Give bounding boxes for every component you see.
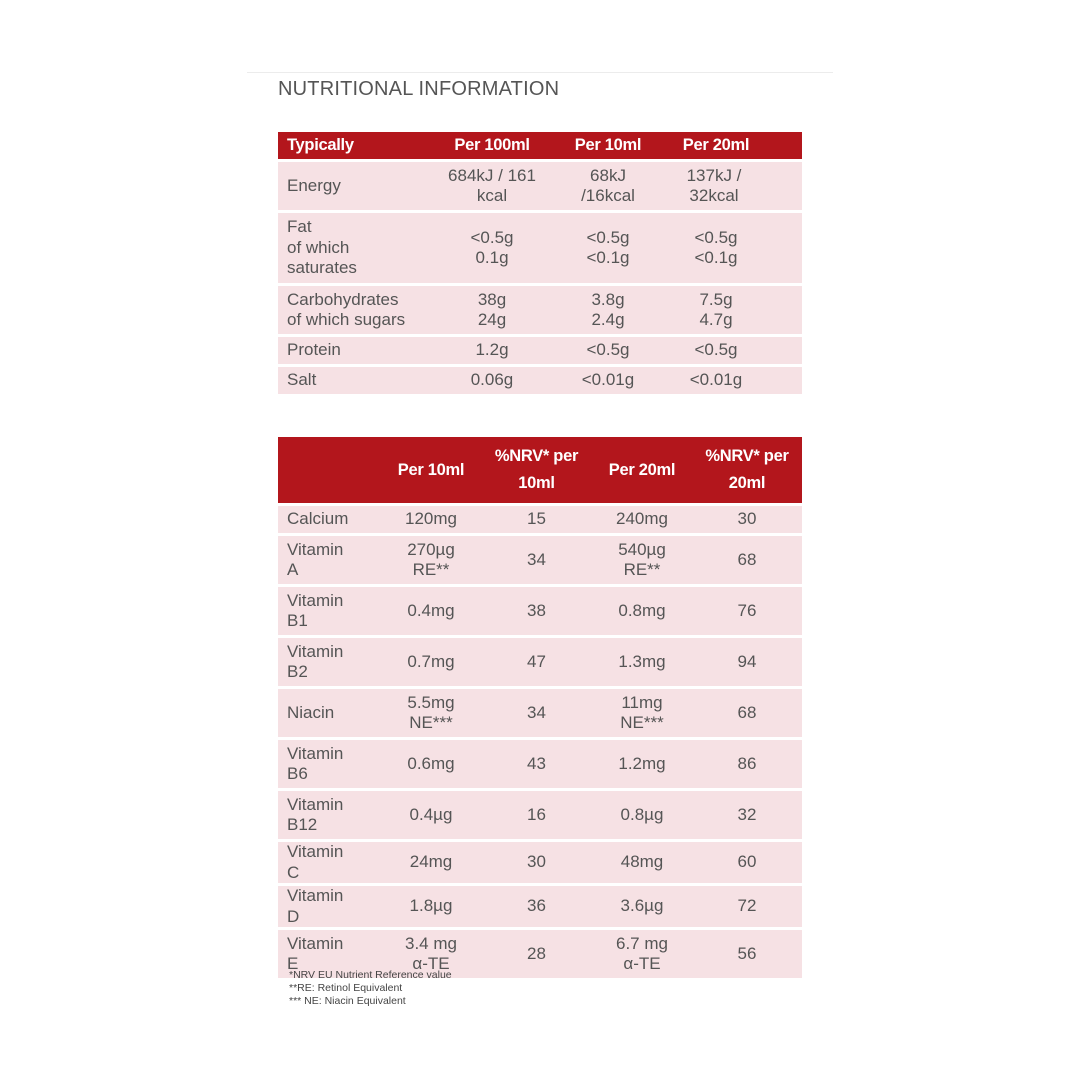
nrv-per-20ml: 68 [692, 689, 802, 737]
table-row [278, 162, 802, 210]
nutrition-table [278, 129, 802, 397]
page-title: NUTRITIONAL INFORMATION [278, 78, 560, 100]
nrv-per-20ml: 76 [692, 587, 802, 635]
table-row [278, 367, 802, 394]
nutrient-name: Protein [278, 337, 430, 364]
nrv-per-10ml: 28 [481, 930, 592, 978]
vitamin-table-header-row [278, 437, 802, 503]
value-per-10ml: 68kJ /16kcal [554, 162, 662, 210]
value-per-20ml [662, 213, 802, 283]
table-row [278, 213, 802, 283]
table-row [278, 286, 802, 334]
vitamin-mineral-table [278, 434, 802, 981]
nutrient-line: Carbohydrates [287, 289, 399, 309]
value-line: 0.1g [475, 248, 509, 267]
footnote-ne: *** NE: Niacin Equivalent [289, 995, 406, 1007]
nrv-per-20ml: 56 [692, 930, 802, 978]
nutrient-name [278, 213, 430, 283]
value-per-20ml: 540µg RE** [592, 536, 692, 584]
value-per-10ml [554, 286, 662, 334]
footnotes [289, 969, 452, 1008]
nrv-per-20ml: 60 [692, 842, 802, 883]
nutrient-line: saturates [287, 258, 357, 278]
nrv-per-20ml: 94 [692, 638, 802, 686]
nutrition-table-header-row [278, 132, 802, 159]
value-per-20ml: 240mg [592, 506, 692, 533]
col-header-nrv-10ml: %NRV* per 10ml [481, 437, 592, 503]
top-divider [247, 72, 833, 73]
value-per-20ml: 48mg [592, 842, 692, 883]
value-per-20ml: <0.5g [662, 337, 802, 364]
col-header-per-10ml: Per 10ml [554, 132, 662, 159]
col-header-per-20ml: Per 20ml [662, 132, 802, 159]
value-per-20ml: 3.6µg [592, 886, 692, 927]
nutrient-line: of which sugars [287, 310, 406, 329]
value-per-20ml [662, 286, 802, 334]
value-line: 3.8g [591, 289, 625, 309]
value-line: 2.4g [591, 310, 625, 329]
table-row [278, 638, 802, 686]
value-per-20ml: 11mg NE*** [592, 689, 692, 737]
value-line: <0.5g [470, 227, 514, 247]
table-row [278, 506, 802, 533]
value-per-20ml: <0.01g [662, 367, 802, 394]
nutrient-name: Energy [278, 162, 430, 210]
value-line: <0.5g [586, 227, 630, 247]
table-row [278, 337, 802, 364]
nutrient-name: Vitamin B6 [278, 740, 381, 788]
nutrient-name: Vitamin B2 [278, 638, 381, 686]
value-per-10ml: 0.4µg [381, 791, 481, 839]
value-per-20ml: 6.7 mg α-TE [592, 930, 692, 978]
nrv-per-10ml: 34 [481, 536, 592, 584]
value-per-10ml: 3.4 mg α-TE [381, 930, 481, 978]
value-per-20ml: 137kJ / 32kcal [662, 162, 802, 210]
nrv-per-10ml: 16 [481, 791, 592, 839]
value-per-10ml: 5.5mg NE*** [381, 689, 481, 737]
nutrient-name: Vitamin D [278, 886, 381, 927]
value-per-20ml: 1.2mg [592, 740, 692, 788]
table-row [278, 536, 802, 584]
nutrient-name: Vitamin A [278, 536, 381, 584]
value-per-10ml: 0.6mg [381, 740, 481, 788]
table-row [278, 689, 802, 737]
nrv-per-10ml: 43 [481, 740, 592, 788]
col-header-per-100ml: Per 100ml [430, 132, 554, 159]
value-per-20ml: 0.8mg [592, 587, 692, 635]
table-row [278, 842, 802, 883]
value-per-10ml: <0.5g [554, 337, 662, 364]
col-header-nrv-20ml: %NRV* per 20ml [692, 437, 802, 503]
value-per-100ml: 684kJ / 161 kcal [430, 162, 554, 210]
value-per-10ml: 270µg RE** [381, 536, 481, 584]
table-row [278, 740, 802, 788]
nrv-per-10ml: 30 [481, 842, 592, 883]
value-per-10ml: 0.4mg [381, 587, 481, 635]
nrv-per-20ml: 30 [692, 506, 802, 533]
footnote-re: **RE: Retinol Equivalent [289, 982, 403, 994]
table-row [278, 587, 802, 635]
nrv-per-20ml: 68 [692, 536, 802, 584]
footnote-nrv: *NRV EU Nutrient Reference value [289, 969, 452, 981]
value-line: 24g [477, 310, 507, 329]
value-per-10ml: <0.01g [554, 367, 662, 394]
value-per-100ml [430, 286, 554, 334]
value-per-100ml: 1.2g [430, 337, 554, 364]
nrv-per-20ml: 72 [692, 886, 802, 927]
value-line: <0.5g [694, 227, 738, 247]
value-per-10ml: 120mg [381, 506, 481, 533]
value-line: 7.5g [699, 289, 733, 309]
nrv-per-10ml: 36 [481, 886, 592, 927]
nutrient-name: Vitamin C [278, 842, 381, 883]
value-per-100ml [430, 213, 554, 283]
table-row [278, 886, 802, 927]
nutrient-name: Niacin [278, 689, 381, 737]
value-per-10ml: 1.8µg [381, 886, 481, 927]
value-per-10ml: 24mg [381, 842, 481, 883]
nrv-per-10ml: 38 [481, 587, 592, 635]
value-line: <0.1g [694, 248, 738, 267]
nutrient-line: of which [287, 237, 350, 257]
value-per-10ml: 0.7mg [381, 638, 481, 686]
nutrient-name [278, 286, 430, 334]
col-header-per-20ml: Per 20ml [592, 437, 692, 503]
nrv-per-10ml: 15 [481, 506, 592, 533]
col-header-nutrient [278, 437, 381, 503]
value-line: <0.1g [586, 248, 630, 267]
nutrient-name: Vitamin B1 [278, 587, 381, 635]
value-per-20ml: 0.8µg [592, 791, 692, 839]
nrv-per-10ml: 34 [481, 689, 592, 737]
value-per-10ml [554, 213, 662, 283]
value-per-100ml: 0.06g [430, 367, 554, 394]
nutrient-name: Calcium [278, 506, 381, 533]
value-per-20ml: 1.3mg [592, 638, 692, 686]
nrv-per-10ml: 47 [481, 638, 592, 686]
value-line: 4.7g [699, 310, 733, 329]
nrv-per-20ml: 86 [692, 740, 802, 788]
nutrient-name: Vitamin E [278, 930, 381, 978]
nutrient-name: Salt [278, 367, 430, 394]
nutrient-line: Fat [287, 217, 312, 237]
col-header-typically: Typically [278, 132, 430, 159]
nrv-per-20ml: 32 [692, 791, 802, 839]
value-line: 38g [477, 289, 507, 309]
col-header-per-10ml: Per 10ml [381, 437, 481, 503]
nutrient-name: Vitamin B12 [278, 791, 381, 839]
table-row [278, 791, 802, 839]
